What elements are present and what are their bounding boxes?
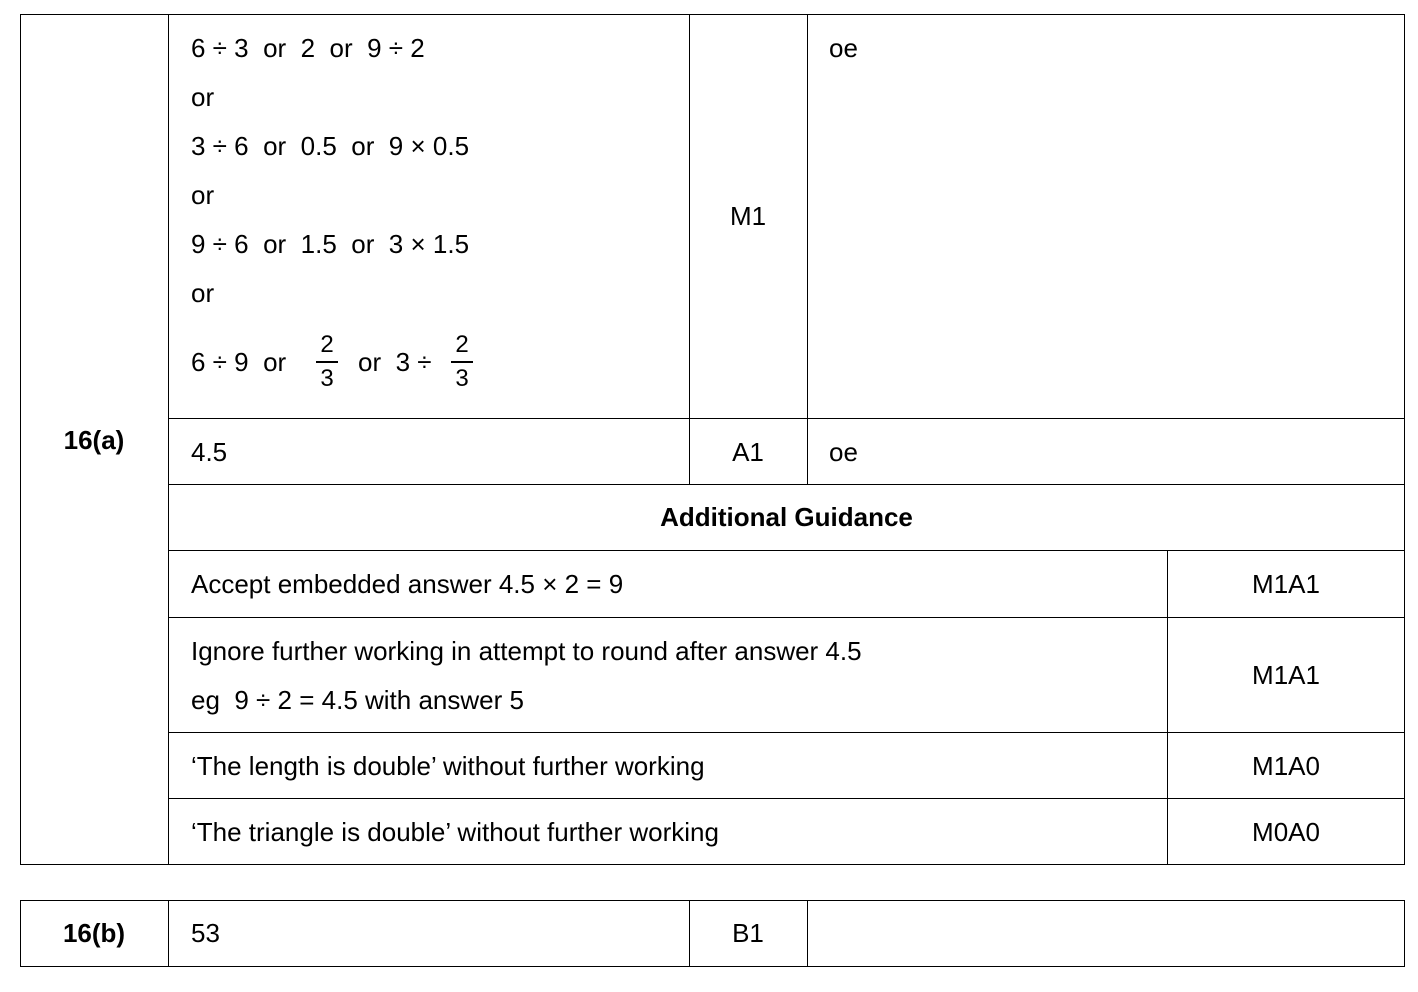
fraction-2-bar	[451, 361, 473, 363]
table1-comment-divider	[807, 14, 808, 485]
fraction-1-denominator: 3	[320, 365, 334, 392]
m1-comment: oe	[829, 33, 858, 63]
row-divider-m1-a1	[168, 418, 1405, 419]
table2-top-border	[20, 900, 1405, 901]
guidance-1-text: Accept embedded answer 4.5 × 2 = 9	[191, 569, 624, 599]
m1-mark: M1	[729, 201, 767, 231]
row-divider-guidance-1	[168, 617, 1405, 618]
b1-answer: 53	[191, 918, 220, 948]
table2-comment-divider	[807, 900, 808, 967]
m1-line-3: 3 ÷ 6 or 0.5 or 9 × 0.5	[191, 131, 470, 161]
guidance-3-mark: M1A0	[1252, 751, 1320, 781]
row-divider-a1-guidance	[168, 484, 1405, 485]
m1-line-2: or	[191, 82, 215, 112]
table1-right-border	[1404, 14, 1405, 865]
guidance-1-mark: M1A1	[1252, 569, 1320, 599]
question-label-16a: 16(a)	[63, 425, 125, 455]
m1-line-7-mid: or 3 ÷	[358, 347, 432, 377]
guidance-4-mark: M0A0	[1252, 817, 1320, 847]
table2-bottom-border	[20, 966, 1405, 967]
table1-top-border	[20, 14, 1405, 15]
table1-question-divider	[168, 14, 169, 865]
a1-mark: A1	[732, 437, 764, 467]
fraction-2-denominator: 3	[455, 365, 469, 392]
a1-answer: 4.5	[191, 437, 228, 467]
question-label-16b: 16(b)	[62, 918, 126, 948]
row-divider-guidance-3	[168, 798, 1405, 799]
m1-line-1: 6 ÷ 3 or 2 or 9 ÷ 2	[191, 33, 425, 63]
row-divider-guidance-2	[168, 732, 1405, 733]
m1-line-6: or	[191, 278, 215, 308]
guidance-2-text-line-1: Ignore further working in attempt to round after answer 4.5	[191, 636, 862, 666]
m1-line-7-prefix: 6 ÷ 9 or	[191, 347, 287, 377]
table1-bottom-border	[20, 864, 1405, 865]
row-divider-guidance-title	[168, 550, 1405, 551]
table2-right-border	[1404, 900, 1405, 967]
fraction-1-numerator: 2	[320, 331, 334, 358]
fraction-2-numerator: 2	[455, 331, 469, 358]
fraction-1-bar	[316, 361, 338, 363]
table2-question-divider	[168, 900, 169, 967]
m1-line-4: or	[191, 180, 215, 210]
a1-comment: oe	[829, 437, 858, 467]
fraction-two-thirds-2	[447, 332, 477, 392]
guidance-2-text-line-2: eg 9 ÷ 2 = 4.5 with answer 5	[191, 685, 524, 715]
m1-line-5: 9 ÷ 6 or 1.5 or 3 × 1.5	[191, 229, 470, 259]
b1-mark: B1	[732, 918, 764, 948]
fraction-two-thirds-1	[312, 332, 342, 392]
guidance-3-text: ‘The length is double’ without further working	[191, 751, 705, 781]
table1-mark-divider	[689, 14, 690, 485]
guidance-2-mark: M1A1	[1252, 660, 1320, 690]
guidance-4-text: ‘The triangle is double’ without further working	[191, 817, 719, 847]
guidance-title: Additional Guidance	[660, 502, 913, 532]
